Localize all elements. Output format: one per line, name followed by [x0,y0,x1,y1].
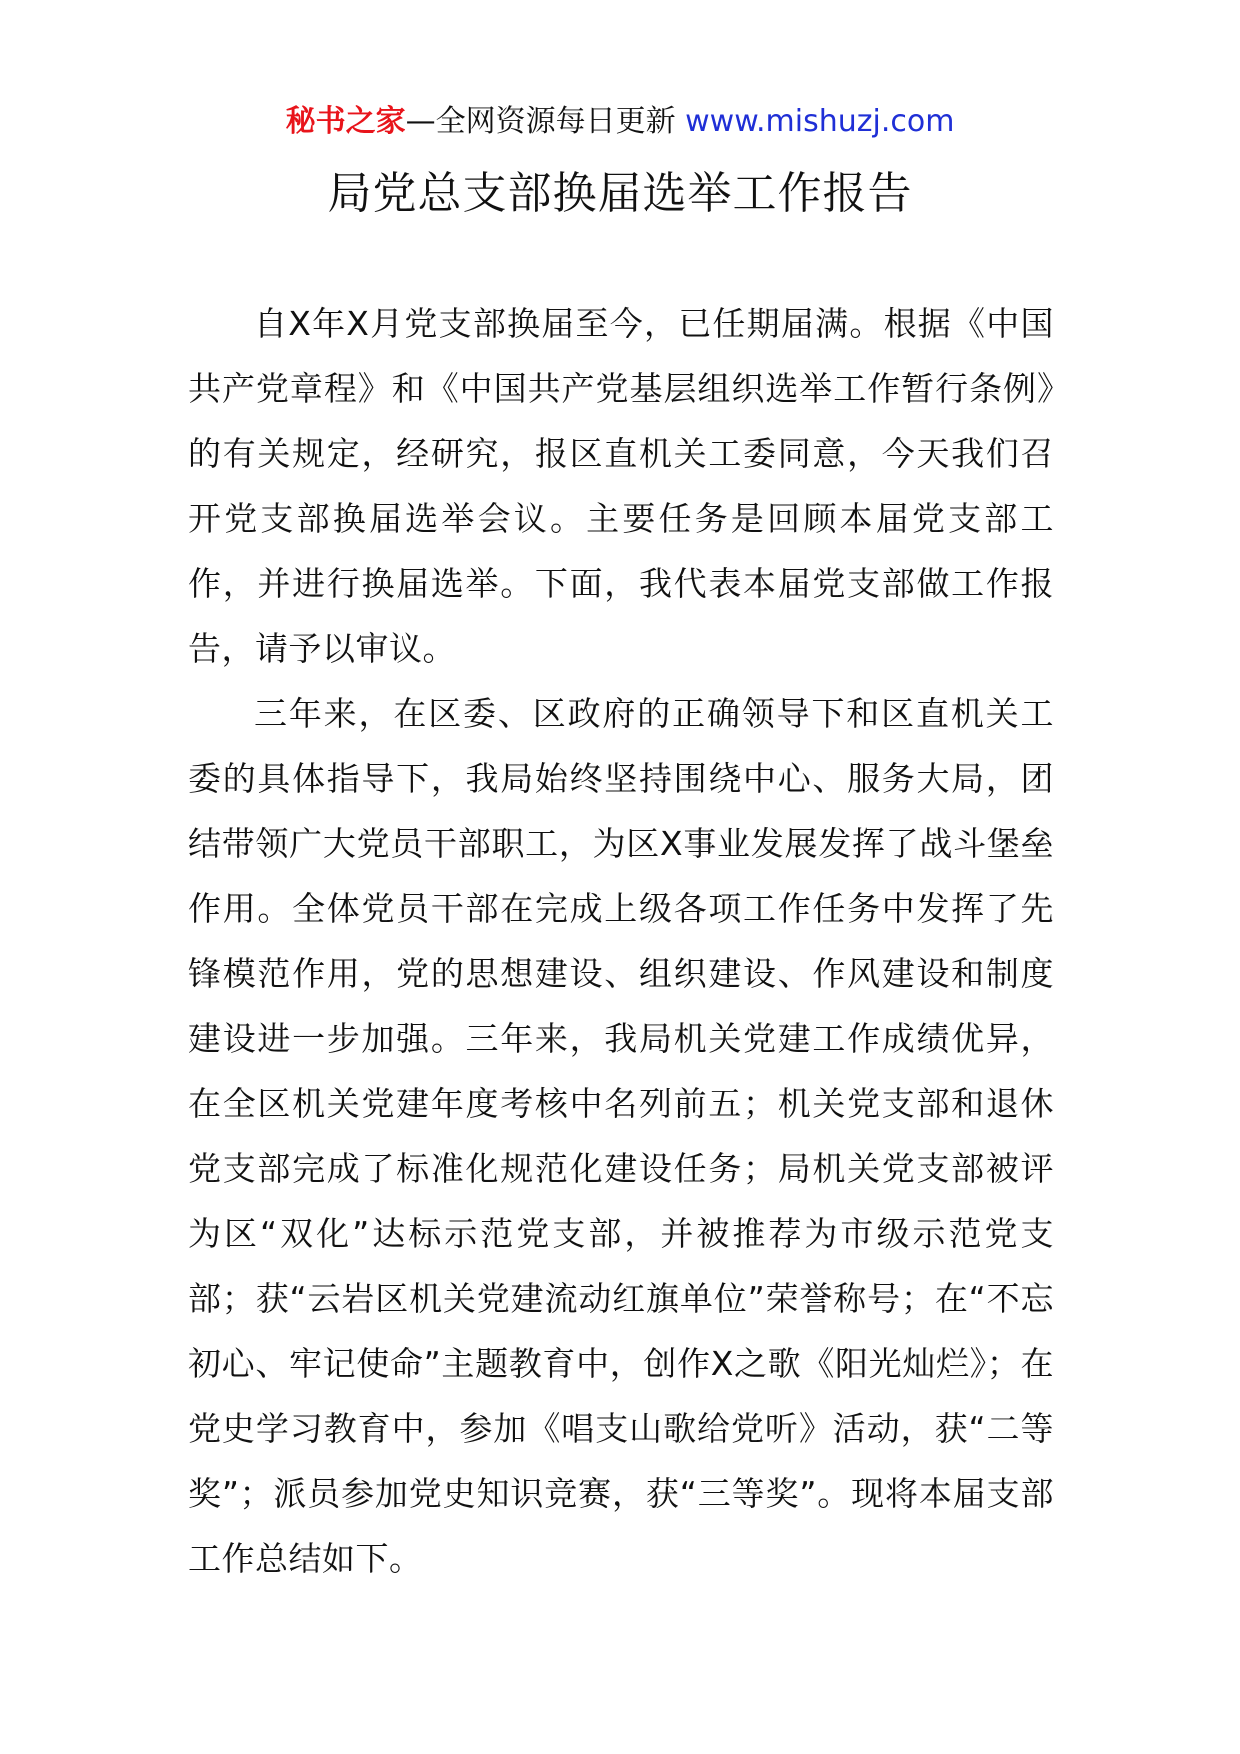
header-tagline: —全网资源每日更新 [405,104,686,139]
brand-name: 秘书之家 [285,104,406,139]
document-title: 局党总支部换届选举工作报告 [327,168,913,219]
paragraph-2: 三年来，在区委、区政府的正确领导下和区直机关工委的具体指导下，我局始终坚持围绕中心、服务大局，团结带领广大党员干部职工，为区X事业发展发挥了战斗堡垒作用。全体党员干部在完成上级各项工作任务中发挥了先锋模范作用，党的思想建设、组织建设、作风建设和制度建设进一步加强。三年来，我局机关党建工作成绩优异，在全区机关党建年度考核中名列前五；机关党支部和退休党支部完成了标准化规范化建设任务；局机关党支部被评为区“双化”达标示范党支部，并被推荐为市级示范党支部；获“云岩区机关党建流动红旗单位”荣誉称号；在“不忘初心、牢记使命”主题教育中，创作X之歌《阳光灿烂》；在党史学习教育中，参加《唱支山歌给党听》活动，获“二等奖”；派员参加党史知识竞赛，获“三等奖”。现将本届支部工作总结如下。 [188,694,1054,1578]
site-link[interactable]: www.mishuzj.com [685,104,955,139]
paragraph-1: 自X年X月党支部换届至今，已任期届满。根据《中国共产党章程》和《中国共产党基层组织选举工作暂行条例》的有关规定，经研究，报区直机关工委同意，今天我们召开党支部换届选举会议。主要任务是回顾本届党支部工作，并进行换届选举。下面，我代表本届党支部做工作报告，请予以审议。 [188,304,1054,668]
page-header [0,100,1240,144]
document-body [188,291,1054,1591]
